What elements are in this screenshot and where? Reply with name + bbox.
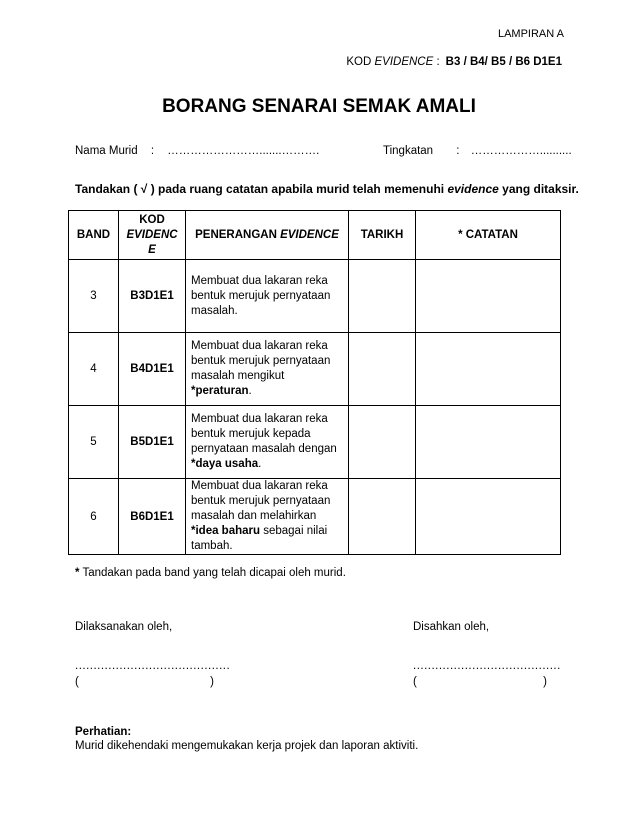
- row-description: [186, 406, 349, 479]
- signature-right-name[interactable]: [413, 676, 547, 688]
- table-row: [69, 333, 561, 406]
- instruction-part2: yang ditaksir.: [498, 182, 579, 196]
- open-paren: (: [75, 676, 79, 688]
- instruction: [75, 182, 579, 196]
- table-row: [69, 406, 561, 479]
- row-band: 6: [69, 479, 119, 555]
- row-desc-plain: Membuat dua lakaran reka bentuk merujuk pernyataan masalah.: [191, 274, 331, 317]
- row-tarikh-cell[interactable]: [349, 406, 416, 479]
- page-title: BORANG SENARAI SEMAK AMALI: [162, 96, 476, 117]
- table-row: [69, 479, 561, 555]
- row-desc-after: .: [258, 458, 262, 470]
- row-kod: B5D1E1: [119, 406, 186, 479]
- instruction-part1: Tandakan ( √ ) pada ruang catatan apabila murid telah memenuhi: [75, 182, 448, 196]
- instruction-italic: evidence: [447, 182, 499, 196]
- checklist-table: [68, 210, 561, 555]
- row-catatan-cell[interactable]: [416, 333, 561, 406]
- footnote-text: Tandakan pada band yang telah dicapai oleh murid.: [79, 567, 346, 579]
- header-penerangan: [186, 211, 349, 260]
- row-desc-plain: Membuat dua lakaran reka bentuk merujuk pernyataan masalah dan melahirkan: [191, 480, 331, 522]
- header-tarikh: TARIKH: [349, 211, 416, 260]
- row-desc-bold: *peraturan: [191, 385, 249, 397]
- row-tarikh-cell[interactable]: [349, 479, 416, 555]
- footnote: [75, 567, 346, 579]
- kod-evidence-value: B3 / B4/ B5 / B6 D1E1: [445, 56, 562, 68]
- signature-left-label: Dilaksanakan oleh,: [75, 621, 173, 633]
- close-paren: ): [210, 676, 214, 688]
- row-description: [186, 479, 349, 555]
- header-kod-line3: E: [148, 243, 156, 256]
- row-tarikh-cell[interactable]: [349, 260, 416, 333]
- open-paren: (: [413, 676, 417, 688]
- tingkatan-colon: :: [456, 145, 460, 157]
- row-kod: B3D1E1: [119, 260, 186, 333]
- row-desc-after: .: [248, 385, 252, 397]
- signature-right-line[interactable]: ........................................: [413, 660, 561, 672]
- close-paren: ): [543, 676, 547, 688]
- header-kod-evidence: [119, 211, 186, 260]
- tingkatan-dots: ………………..........: [470, 145, 572, 157]
- row-catatan-cell[interactable]: [416, 260, 561, 333]
- signature-left-name[interactable]: [75, 676, 214, 688]
- row-desc-plain: Membuat dua lakaran reka bentuk merujuk pernyataan masalah mengikut: [191, 340, 331, 382]
- row-description: [186, 260, 349, 333]
- perhatian-text: Murid dikehendaki mengemukakan kerja projek dan laporan aktiviti.: [75, 740, 419, 752]
- header-penerangan-italic: EVIDENCE: [280, 228, 339, 241]
- row-desc-plain: Membuat dua lakaran reka bentuk merujuk kepada pernyataan masalah dengan: [191, 413, 337, 455]
- row-band: 3: [69, 260, 119, 333]
- row-band: 4: [69, 333, 119, 406]
- nama-murid-label: Nama Murid: [75, 145, 138, 157]
- tingkatan-label: Tingkatan: [383, 145, 434, 157]
- row-kod: B4D1E1: [119, 333, 186, 406]
- row-kod: B6D1E1: [119, 479, 186, 555]
- signature-right-label: Disahkan oleh,: [413, 621, 490, 633]
- row-band: 5: [69, 406, 119, 479]
- row-desc-bold: *idea baharu: [191, 525, 261, 537]
- row-desc-after: sebagai nilai tambah.: [191, 525, 328, 552]
- header-penerangan-text: PENERANGAN: [195, 228, 281, 241]
- table-header-row: [69, 211, 561, 260]
- kod-evidence-label-prefix: KOD: [346, 56, 375, 68]
- row-catatan-cell[interactable]: [416, 406, 561, 479]
- perhatian-label: Perhatian:: [75, 726, 132, 738]
- row-description: [186, 333, 349, 406]
- kod-evidence: [346, 56, 562, 68]
- header-band: BAND: [69, 211, 119, 260]
- footnote-star: *: [75, 567, 80, 579]
- signature-left-line[interactable]: ..........................................: [75, 660, 231, 672]
- table-row: [69, 260, 561, 333]
- kod-evidence-label-suffix: :: [433, 56, 440, 68]
- nama-murid-dots: …………………….......……….: [167, 145, 320, 157]
- header-kod-line2: EVIDENC: [126, 228, 178, 241]
- header-catatan: * CATATAN: [416, 211, 561, 260]
- row-tarikh-cell[interactable]: [349, 333, 416, 406]
- tingkatan-field: [383, 145, 572, 157]
- lampiran-label: LAMPIRAN A: [497, 28, 564, 40]
- kod-evidence-label-italic: EVIDENCE: [374, 56, 434, 68]
- row-desc-bold: *daya usaha: [191, 458, 259, 470]
- row-catatan-cell[interactable]: [416, 479, 561, 555]
- header-kod-line1: KOD: [139, 213, 165, 226]
- nama-murid-field: [75, 145, 319, 157]
- nama-murid-colon: :: [150, 145, 155, 157]
